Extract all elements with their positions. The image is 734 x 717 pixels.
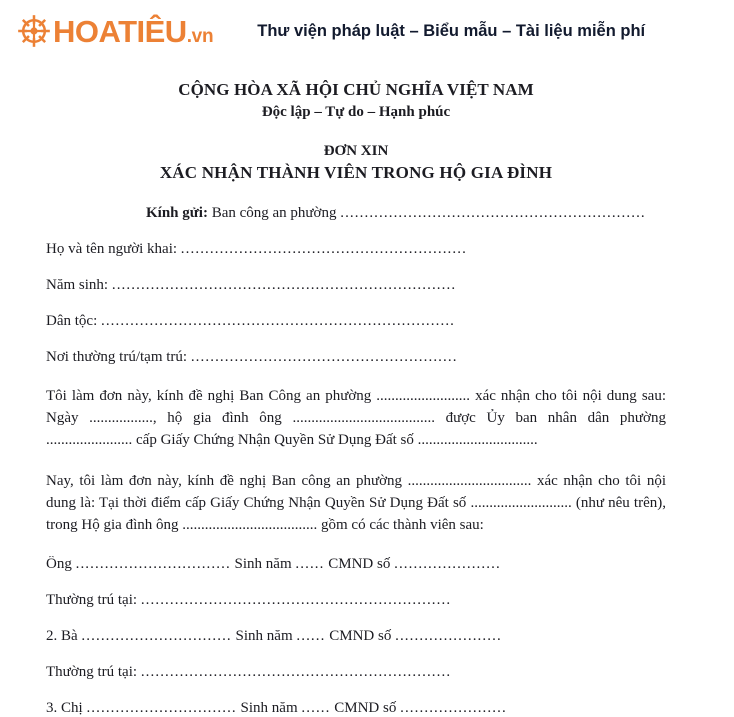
member-row-2: [46, 628, 666, 645]
field-dots[interactable]: .......................................................................: [111, 277, 457, 293]
addressee-dots: ...............................................................: [340, 205, 646, 221]
document-title-line1: ĐƠN XIN: [323, 143, 389, 159]
addressee-label: Kính gửi:: [146, 205, 208, 221]
member-name-dots[interactable]: ...............................: [86, 699, 237, 716]
brand-tld: .vn: [186, 25, 214, 47]
field-row-full-name: [46, 241, 666, 258]
field-dots[interactable]: .........................................................................: [100, 313, 456, 329]
field-dots[interactable]: ................................................................: [140, 591, 452, 608]
ship-wheel-icon: [16, 13, 52, 49]
document-title-line2: XÁC NHẬN THÀNH VIÊN TRONG HỘ GIA ĐÌNH: [159, 163, 553, 182]
member-name-label: 2. Bà: [46, 627, 78, 644]
field-label: Nơi thường trú/tạm trú:: [46, 349, 188, 365]
site-logo[interactable]: [16, 13, 213, 49]
field-label: Dân tộc:: [46, 313, 98, 329]
paragraph-request-2: Nay, tôi làm đơn này, kính đề nghị Ban công an phường ................................. xác nhận cho tôi nội dung là: Tại thời điểm cấp Giấy Chứng Nhận Quyền Sử Dụng Đất số ........................... (như nêu trên), trong Hộ gia đình ông .................................... gồm có các thành viên sau:: [46, 473, 666, 533]
member-id-label: CMND số: [329, 627, 392, 644]
member-name-label: Ông: [46, 555, 72, 572]
member-birth-dots[interactable]: ......: [295, 555, 325, 572]
member-name-dots[interactable]: ...............................: [81, 627, 232, 644]
member-name-label: 3. Chị: [46, 699, 83, 716]
member-name-dots[interactable]: ................................: [75, 555, 231, 572]
member-residence-row-1: [46, 592, 666, 609]
member-id-dots[interactable]: ......................: [395, 627, 502, 644]
member-birth-label: Sinh năm: [235, 627, 293, 644]
member-birth-label: Sinh năm: [240, 699, 298, 716]
document-body: [0, 80, 734, 717]
field-label: Thường trú tại:: [46, 663, 138, 680]
field-label: Họ và tên người khai:: [46, 241, 178, 257]
member-birth-label: Sinh năm: [234, 555, 292, 572]
field-row-ethnicity: [46, 313, 666, 330]
member-id-dots[interactable]: ......................: [400, 699, 507, 716]
site-tagline: Thư viện pháp luật – Biểu mẫu – Tài liệu miễn phí: [257, 21, 646, 40]
member-birth-dots[interactable]: ......: [296, 627, 326, 644]
member-row-1: [46, 556, 666, 573]
national-heading-line1: CỘNG HÒA XÃ HỘI CHỦ NGHĨA VIỆT NAM: [178, 80, 534, 99]
field-dots[interactable]: .......................................................: [190, 349, 458, 365]
member-residence-row-2: [46, 664, 666, 681]
field-row-birth-year: [46, 277, 666, 294]
field-dots[interactable]: ................................................................: [140, 663, 452, 680]
field-label: Năm sinh:: [46, 277, 109, 293]
national-heading: [46, 80, 666, 121]
brand-name: HOATIÊU: [53, 13, 187, 49]
national-heading-line2: Độc lập – Tự do – Hạnh phúc: [261, 104, 451, 120]
field-label: Thường trú tại:: [46, 591, 138, 608]
field-dots[interactable]: ...........................................................: [180, 241, 467, 257]
addressee-line: [46, 205, 666, 222]
member-id-label: CMND số: [334, 699, 397, 716]
member-id-dots[interactable]: ......................: [394, 555, 501, 572]
member-id-label: CMND số: [328, 555, 391, 572]
paragraph-request-1: Tôi làm đơn này, kính đề nghị Ban Công an phường ......................... xác nhận cho tôi nội dung sau: Ngày ................., hộ gia đình ông ...................................... được Ủy ban nhân dân phường ....................... cấp Giấy Chứng Nhận Quyền Sử Dụng Đất số ................................: [46, 388, 666, 448]
field-row-residence: [46, 349, 666, 366]
site-header: [0, 0, 734, 62]
member-birth-dots[interactable]: ......: [301, 699, 331, 716]
addressee-value: Ban công an phường: [211, 205, 337, 221]
document-title: [46, 143, 666, 183]
member-row-3: [46, 700, 666, 717]
